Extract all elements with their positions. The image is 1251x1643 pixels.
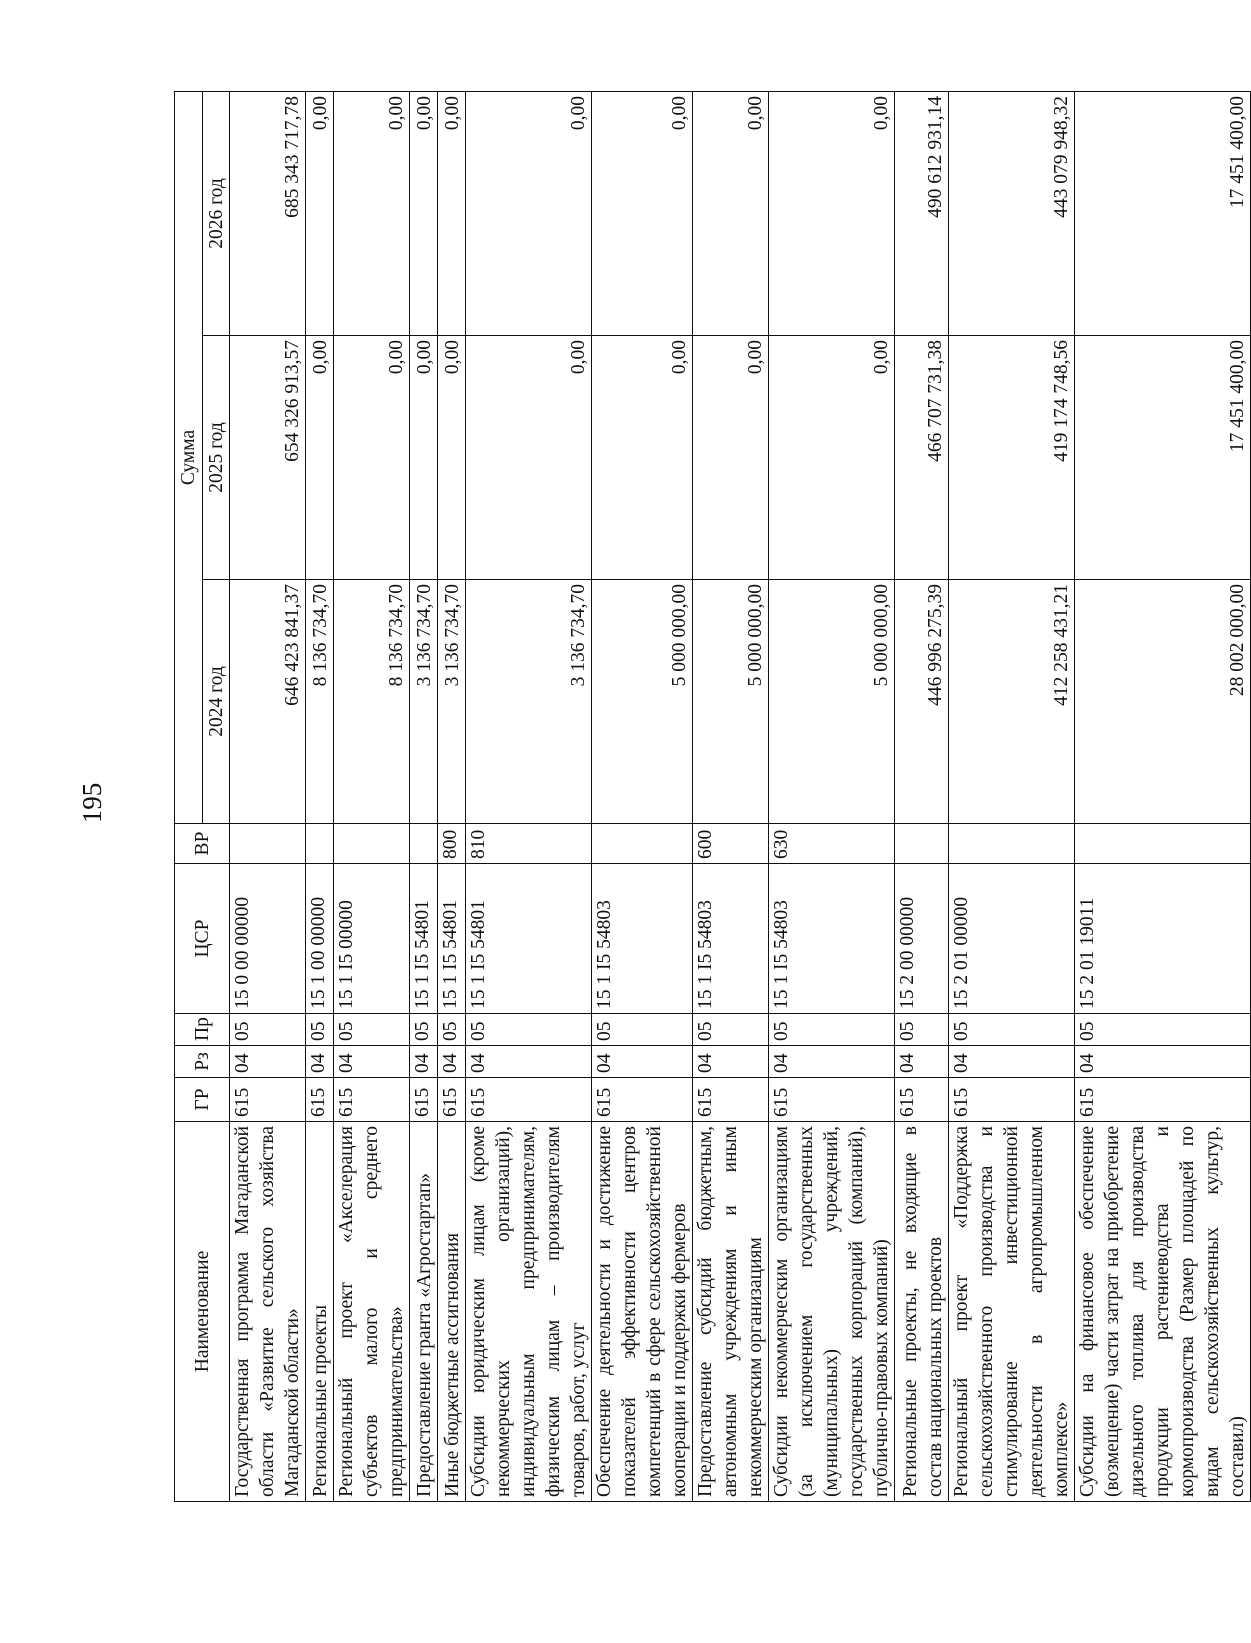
row-sum-2025: 0,00 — [410, 336, 438, 580]
table-row — [334, 92, 410, 1502]
table-row — [693, 92, 769, 1502]
header-csr: ЦСР — [175, 864, 230, 1014]
row-csr: 15 1 I5 54801 — [438, 864, 466, 1014]
row-sum-2024: 3 136 734,70 — [410, 580, 438, 824]
table-row — [949, 92, 1075, 1502]
row-vr — [592, 824, 693, 864]
row-name: Субсидии юридическим лицам (кроме некоммерческих организаций), индивидуальным предпринимателям, физическим лицам – производителям товаров, работ, услуг — [466, 1122, 592, 1502]
row-rz: 04 — [693, 1046, 769, 1078]
row-pr: 05 — [438, 1014, 466, 1046]
budget-table — [174, 91, 1251, 1502]
row-gr: 615 — [466, 1078, 592, 1122]
row-csr: 15 1 I5 00000 — [334, 864, 410, 1014]
row-rz: 04 — [438, 1046, 466, 1078]
row-gr: 615 — [949, 1078, 1075, 1122]
row-sum-2024: 646 423 841,37 — [230, 580, 306, 824]
page-number: 195 — [77, 782, 107, 824]
row-gr: 615 — [1075, 1078, 1251, 1122]
row-sum-2024: 5 000 000,00 — [769, 580, 895, 824]
row-sum-2026: 0,00 — [306, 92, 334, 336]
row-rz: 04 — [410, 1046, 438, 1078]
row-sum-2025: 654 326 913,57 — [230, 336, 306, 580]
row-sum-2025: 419 174 748,56 — [949, 336, 1075, 580]
row-sum-2024: 3 136 734,70 — [438, 580, 466, 824]
row-pr: 05 — [334, 1014, 410, 1046]
row-sum-2026: 17 451 400,00 — [1075, 92, 1251, 336]
row-sum-2024: 5 000 000,00 — [592, 580, 693, 824]
row-gr: 615 — [438, 1078, 466, 1122]
header-year-2025: 2025 год — [203, 336, 230, 580]
table-row — [466, 92, 592, 1502]
row-rz: 04 — [334, 1046, 410, 1078]
row-sum-2025: 0,00 — [334, 336, 410, 580]
row-csr: 15 1 00 00000 — [306, 864, 334, 1014]
row-gr: 615 — [693, 1078, 769, 1122]
row-sum-2025: 0,00 — [466, 336, 592, 580]
table-row — [230, 92, 306, 1502]
row-sum-2024: 3 136 734,70 — [466, 580, 592, 824]
table-row — [769, 92, 895, 1502]
row-gr: 615 — [306, 1078, 334, 1122]
row-csr: 15 1 I5 54801 — [466, 864, 592, 1014]
row-rz: 04 — [1075, 1046, 1251, 1078]
row-rz: 04 — [949, 1046, 1075, 1078]
row-vr — [1075, 824, 1251, 864]
row-pr: 05 — [693, 1014, 769, 1046]
row-vr — [230, 824, 306, 864]
row-sum-2026: 0,00 — [693, 92, 769, 336]
header-sum: Сумма — [175, 92, 203, 824]
row-pr: 05 — [306, 1014, 334, 1046]
row-name: Субсидии на финансовое обеспечение (возмещение) части затрат на приобретение дизельного топлива для производства продукции растениеводства и кормопроизводства (Размер площадей по видам сельскохозяйственных культур, составил) — [1075, 1122, 1251, 1502]
row-rz: 04 — [895, 1046, 949, 1078]
row-name: Обеспечение деятельности и достижение показателей эффективности центров компетенций в сфере сельскохозяйственной кооперации и поддержки фермеров — [592, 1122, 693, 1502]
row-name: Субсидии некоммерческим организациям (за исключением государственных (муниципальных) учреждений, государственных корпораций (компаний), публично-правовых компаний) — [769, 1122, 895, 1502]
row-pr: 05 — [895, 1014, 949, 1046]
row-sum-2026: 0,00 — [769, 92, 895, 336]
row-csr: 15 2 01 00000 — [949, 864, 1075, 1014]
row-vr: 630 — [769, 824, 895, 864]
row-rz: 04 — [306, 1046, 334, 1078]
row-vr — [895, 824, 949, 864]
row-pr: 05 — [949, 1014, 1075, 1046]
row-pr: 05 — [1075, 1014, 1251, 1046]
row-name: Региональный проект «Поддержка сельскохозяйственного производства и стимулирование инвестиционной деятельности в агропромышленном комплексе» — [949, 1122, 1075, 1502]
row-name: Региональный проект «Акселерация субъектов малого и среднего предпринимательства» — [334, 1122, 410, 1502]
table-row — [1075, 92, 1251, 1502]
row-sum-2026: 443 079 948,32 — [949, 92, 1075, 336]
row-sum-2026: 0,00 — [410, 92, 438, 336]
row-sum-2025: 0,00 — [438, 336, 466, 580]
row-vr: 800 — [438, 824, 466, 864]
row-sum-2026: 0,00 — [592, 92, 693, 336]
row-pr: 05 — [592, 1014, 693, 1046]
row-pr: 05 — [466, 1014, 592, 1046]
row-gr: 615 — [895, 1078, 949, 1122]
row-vr — [334, 824, 410, 864]
table-row — [410, 92, 438, 1502]
row-csr: 15 1 I5 54801 — [410, 864, 438, 1014]
table-row — [592, 92, 693, 1502]
row-gr: 615 — [769, 1078, 895, 1122]
row-sum-2026: 0,00 — [438, 92, 466, 336]
table-row — [306, 92, 334, 1502]
row-csr: 15 1 I5 54803 — [693, 864, 769, 1014]
table-body — [230, 92, 1251, 1502]
row-vr — [306, 824, 334, 864]
row-csr: 15 0 00 00000 — [230, 864, 306, 1014]
header-vr: ВР — [175, 824, 230, 864]
header-rz: Рз — [175, 1046, 230, 1078]
row-sum-2025: 0,00 — [769, 336, 895, 580]
table-header — [175, 92, 230, 1502]
row-vr: 810 — [466, 824, 592, 864]
row-csr: 15 1 I5 54803 — [592, 864, 693, 1014]
row-sum-2026: 490 612 931,14 — [895, 92, 949, 336]
row-rz: 04 — [769, 1046, 895, 1078]
row-sum-2025: 17 451 400,00 — [1075, 336, 1251, 580]
row-gr: 615 — [410, 1078, 438, 1122]
row-rz: 04 — [592, 1046, 693, 1078]
row-vr — [949, 824, 1075, 864]
row-rz: 04 — [230, 1046, 306, 1078]
row-name: Иные бюджетные ассигнования — [438, 1122, 466, 1502]
row-sum-2025: 0,00 — [306, 336, 334, 580]
row-rz: 04 — [466, 1046, 592, 1078]
row-vr — [410, 824, 438, 864]
row-sum-2024: 412 258 431,21 — [949, 580, 1075, 824]
row-sum-2025: 0,00 — [693, 336, 769, 580]
row-name: Региональные проекты — [306, 1122, 334, 1502]
row-pr: 05 — [410, 1014, 438, 1046]
table-row — [438, 92, 466, 1502]
row-csr: 15 1 I5 54803 — [769, 864, 895, 1014]
row-sum-2026: 685 343 717,78 — [230, 92, 306, 336]
header-name: Наименование — [175, 1122, 230, 1502]
row-sum-2024: 8 136 734,70 — [306, 580, 334, 824]
row-csr: 15 2 00 00000 — [895, 864, 949, 1014]
row-name: Государственная программа Магаданской области «Развитие сельского хозяйства Магаданской области» — [230, 1122, 306, 1502]
rotated-table-wrapper — [174, 92, 1248, 1502]
row-name: Региональные проекты, не входящие в состав национальных проектов — [895, 1122, 949, 1502]
row-pr: 05 — [230, 1014, 306, 1046]
header-pr: Пр — [175, 1014, 230, 1046]
row-sum-2024: 28 002 000,00 — [1075, 580, 1251, 824]
row-gr: 615 — [592, 1078, 693, 1122]
row-sum-2025: 0,00 — [592, 336, 693, 580]
header-year-2026: 2026 год — [203, 92, 230, 336]
row-vr: 600 — [693, 824, 769, 864]
row-name: Предоставление субсидий бюджетным, автономным учреждениям и иным некоммерческим организациям — [693, 1122, 769, 1502]
header-year-2024: 2024 год — [203, 580, 230, 824]
row-gr: 615 — [334, 1078, 410, 1122]
row-sum-2026: 0,00 — [334, 92, 410, 336]
row-pr: 05 — [769, 1014, 895, 1046]
header-gr: ГР — [175, 1078, 230, 1122]
row-sum-2024: 8 136 734,70 — [334, 580, 410, 824]
row-csr: 15 2 01 19011 — [1075, 864, 1251, 1014]
row-gr: 615 — [230, 1078, 306, 1122]
table-row — [895, 92, 949, 1502]
row-sum-2024: 5 000 000,00 — [693, 580, 769, 824]
row-name: Предоставление гранта «Агростартап» — [410, 1122, 438, 1502]
row-sum-2025: 466 707 731,38 — [895, 336, 949, 580]
row-sum-2026: 0,00 — [466, 92, 592, 336]
row-sum-2024: 446 996 275,39 — [895, 580, 949, 824]
